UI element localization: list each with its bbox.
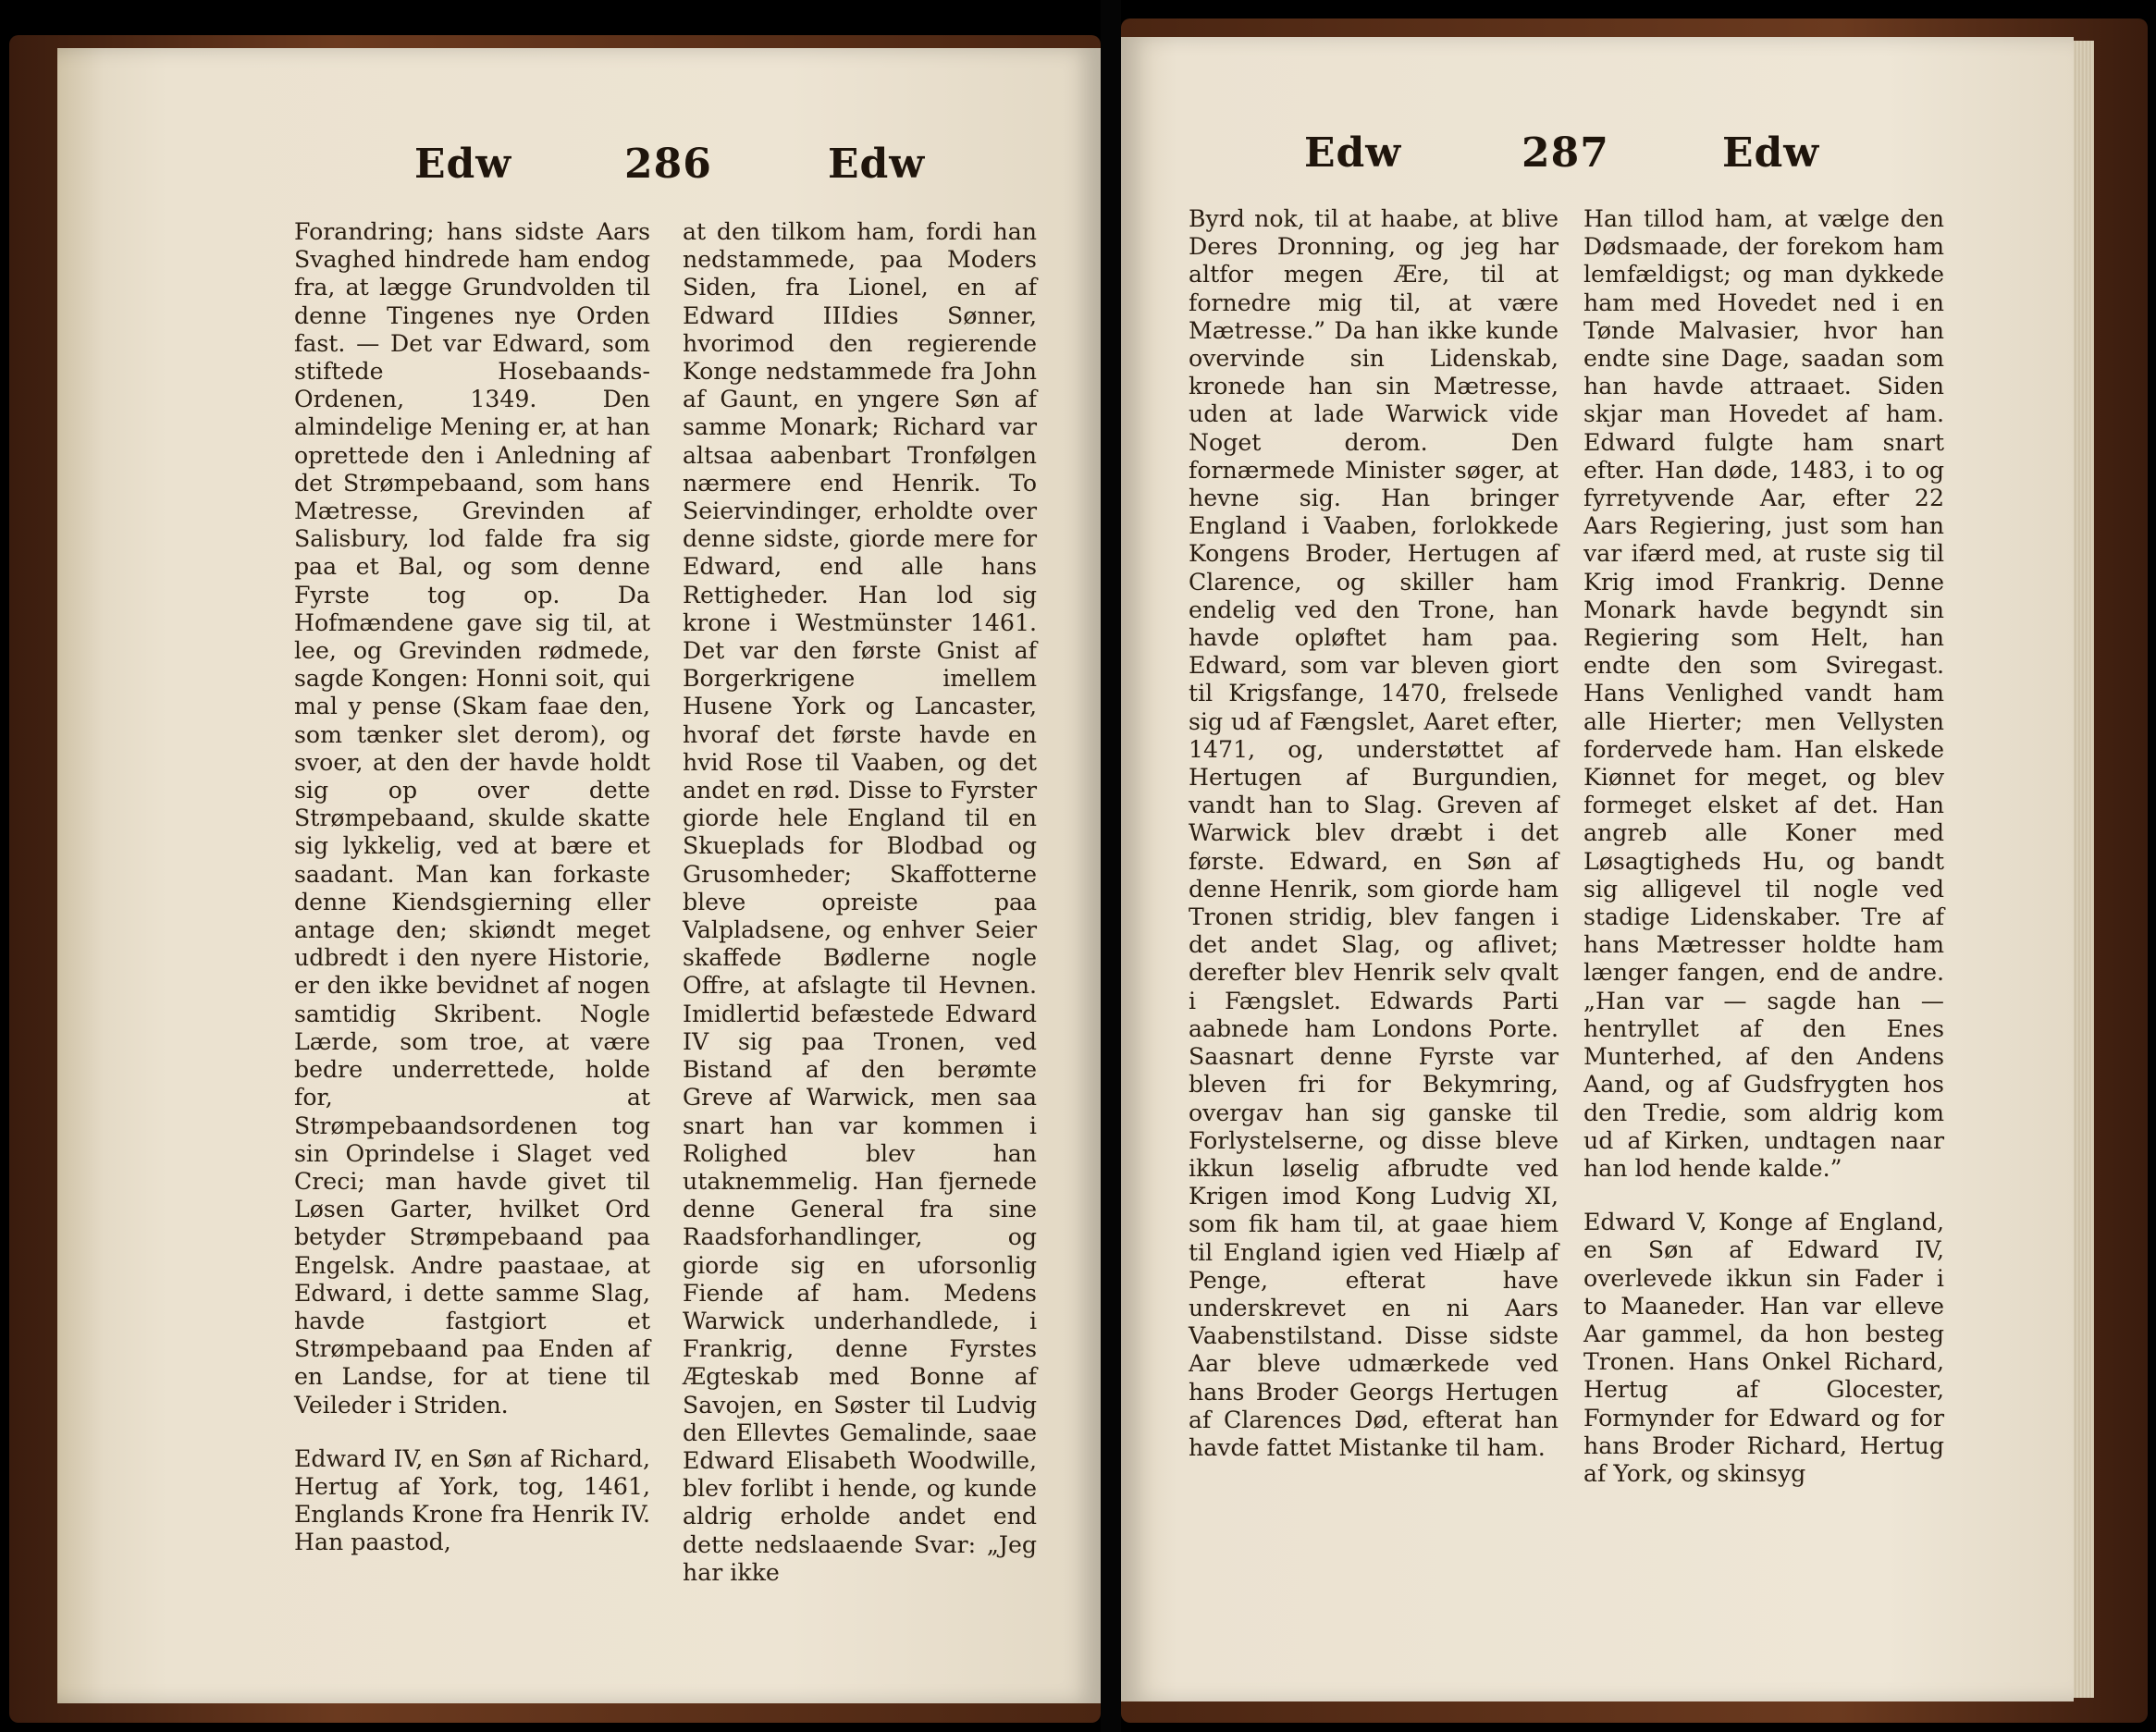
right-page-number: 287 [1522, 129, 1609, 177]
right-page-column-1 [1189, 205, 1558, 1462]
paragraph-edward-iv: Edward IV, en Søn af Richard, Hertug af York, tog, 1461, Englands Krone fra Henrik IV. Han paastod, [294, 1444, 650, 1556]
left-page-column-1 [294, 218, 650, 1557]
gutter [1101, 0, 1121, 1732]
left-header-left-word: Edw [414, 141, 512, 188]
right-page-column-2 [1583, 205, 1944, 1488]
right-header-right-word: Edw [1722, 129, 1820, 177]
paragraph: at den tilkom ham, fordi han nedstammede, paa Moders Siden, fra Lionel, en af Edward IIIdies Sønner, hvorimod den regierende Konge nedstammede fra John af Gaunt, en yngere Søn af samme Monark; Richard var altsaa aabenbart Tronfølgen nærmere end Henrik. To Seiervindinger, erholdte over denne sidste, giorde mere for Edward, end alle hans Rettigheder. Han lod sig krone i Westmünster 1461. Det var den første Gnist af Borgerkrigene imellem Husene York og Lancaster, hvoraf det første havde en hvid Rose til Vaaben, og det andet en rød. Disse to Fyrster giorde hele England til en Skueplads for Blodbad og Grusomheder; Skaffotterne bleve opreiste paa Valpladsene, og enhver Seier skaffede Bødlerne nogle Offre, at afslagte til Hevnen. Imidlertid befæstede Edward IV sig paa Tronen, ved Bistand af den berømte Greve af Warwick, men saa snart han var kommen i Rolighed blev han utaknemmelig. Han fjernede denne General fra sine Raadsforhandlinger, og giorde sig en uforsonlig Fiende af ham. Medens Warwick underhandlede, i Frankrig, denne Fyrstes Ægteskab med Bonne af Savojen, en Søster til Ludvig den Ellevtes Gemalinde, saae Edward Elisabeth Woodwille, blev forlibt i hende, og kunde aldrig erholde andet end dette nedslaaende Svar: „Jeg har ikke [683, 218, 1037, 1586]
page-edges [2074, 41, 2094, 1698]
paragraph-edward-v: Edward V, Konge af England, en Søn af Edward IV, overlevede ikkun sin Fader i to Maaneder. Han var elleve Aar gammel, da hon besteg Tronen. Hans Onkel Richard, Hertug af Glocester, Formynder for Edward og for hans Broder Richard, Hertug af York, og skinsyg [1583, 1209, 1944, 1487]
left-page-number: 286 [624, 141, 712, 188]
right-header-left-word: Edw [1304, 129, 1402, 177]
left-header-right-word: Edw [828, 141, 926, 188]
left-page-column-2 [683, 218, 1037, 1587]
paragraph: Byrd nok, til at haabe, at blive Deres Dronning, og jeg har altfor megen Ære, til at fornedre mig til, at være Mætresse.” Da han ikke kunde overvinde sin Lidenskab, kronede han sin Mætresse, uden at lade Warwick vide Noget derom. Den fornærmede Minister søger, at hevne sig. Han bringer England i Vaaben, forlokkede Kongens Broder, Hertugen af Clarence, og skiller ham endelig ved den Trone, han havde opløftet ham paa. Edward, som var bleven giort til Krigsfange, 1470, frelsede sig ud af Fængslet, Aaret efter, 1471, og, understøttet af Hertugen af Burgundien, vandt han to Slag. Greven af Warwick blev dræbt i det første. Edward, en Søn af denne Henrik, som giorde ham Tronen stridig, blev fangen i det andet Slag, og aflivet; derefter blev Henrik selv qvalt i Fængslet. Edwards Parti aabnede ham Londons Porte. Saasnart denne Fyrste var bleven fri for Bekymring, overgav han sig ganske til Forlystelserne, og disse bleve ikkun løselig afbrudte ved Krigen imod Kong Ludvig XI, som fik ham til, at gaae hiem til England igien ved Hiælp af Penge, efterat have underskrevet en ni Aars Vaabenstilstand. Disse sidste Aar bleve udmærkede ved hans Broder Georgs Hertugen af Clarences Død, efterat han havde fattet Mistanke til ham. [1189, 205, 1558, 1461]
paragraph: Forandring; hans sidste Aars Svaghed hindrede ham endog fra, at lægge Grundvolden til denne Tingenes nye Orden fast. — Det var Edward, som stiftede Hosebaands-Ordenen, 1349. Den almindelige Mening er, at han oprettede den i Anledning af det Strømpebaand, som hans Mætresse, Grevinden af Salisbury, lod falde fra sig paa et Bal, og som denne Fyrste tog op. Da Hofmændene gave sig til, at lee, og Grevinden rødmede, sagde Kongen: Honni soit, qui mal y pense (Skam faae den, som tænker slet derom), og svoer, at den der havde holdt sig op over dette Strømpebaand, skulde skatte sig lykkelig, ved at bære et saadant. Man kan forkaste denne Kiendsgierning eller antage den; skiøndt meget udbredt i den nyere Historie, er den ikke bevidnet af nogen samtidig Skribent. Nogle Lærde, som troe, at være bedre underrettede, holde for, at Strømpebaandsordenen tog sin Oprindelse i Slaget ved Creci; man havde givet til Løsen Garter, hvilket Ord betyder Strømpebaand paa Engelsk. Andre paastaae, at Edward, i dette samme Slag, havde fastgiort et Strømpebaand paa Enden af en Landse, for at tiene til Veileder i Striden. [294, 218, 650, 1419]
paragraph: Han tillod ham, at vælge den Dødsmaade, der forekom ham lemfældigst; og man dykkede ham med Hovedet ned i en Tønde Malvasier, hvor han endte sine Dage, saadan som han havde attraaet. Siden skjar man Hovedet af ham. Edward fulgte ham snart efter. Han døde, 1483, i to og fyrretyvende Aar, efter 22 Aars Regiering, just som han var ifærd med, at ruste sig til Krig imod Frankrig. Denne Monark havde begyndt sin Regiering som Helt, han endte den som Sviregast. Hans Venlighed vandt ham alle Hierter; men Vellysten fordervede ham. Han elskede Kiønnet for meget, og blev formeget elsket af det. Han angreb alle Koner med Løsagtigheds Hu, og bandt sig alligevel til nogle ved stadige Lidenskaber. Tre af hans Mætresser holdte ham længer fangen, end de andre. „Han var — sagde han — hentryllet af den Enes Munterhed, af den Andens Aand, og af Gudsfrygten hos den Tredie, som aldrig kom ud af Kirken, undtagen naar han lod hende kalde.” [1583, 205, 1944, 1182]
